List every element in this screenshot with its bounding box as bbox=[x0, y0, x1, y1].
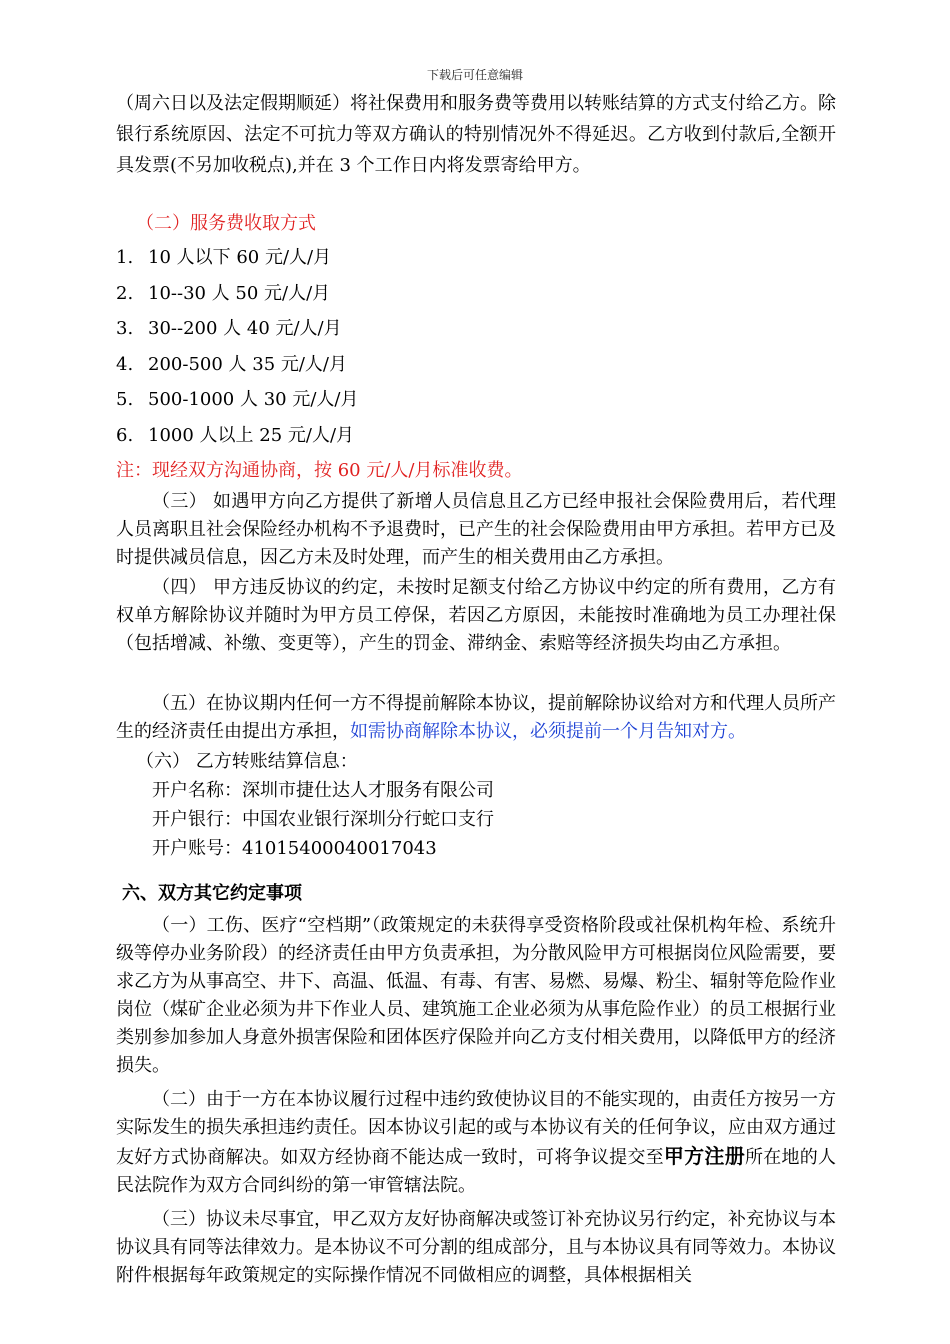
list-item-number: 2. bbox=[116, 283, 134, 304]
section-6-para-1: （一）工伤、医疗“空档期”（政策规定的未获得享受资格阶段或社保机构年检、系统升级等停办业务阶段）的经济责任由甲方负责承担，为分散风险甲方可根据岗位风险需要，要求乙方为从事高空、井下、高温、低温、有毒、有害、易燃、易爆、粉尘、辐射等危险作业岗位（煤矿企业必须为井下作业人员、建筑施工企业必须为从事危险作业）的员工根据行业类别参加参加人身意外损害保险和团体医疗保险并向乙方支付相关费用，以降低甲方的经济损失。 bbox=[116, 915, 836, 1076]
para-2-text-a: （二）由于一方在本协议履行过程中违约致使协议目的不能实现的，由责任方按另一方实际发生的损失承担违约责任。因本协议引起的或与本协议有关的任何争议，应由双方通过友好方式协商解决。如双方经协商不能达成一致时，可将争议提交至 bbox=[116, 1089, 836, 1168]
list-item bbox=[116, 244, 331, 272]
page-header: 下载后可任意编辑 bbox=[426, 68, 523, 82]
account-number: 开户账号：41015400040017043 bbox=[152, 838, 437, 859]
list-item-number: 4. bbox=[116, 354, 134, 375]
clause-6: （六） 乙方转账结算信息： bbox=[136, 751, 358, 772]
clause-3: （三） 如遇甲方向乙方提供了新增人员信息且乙方已经申报社会保险费用后，若代理人员离职且社会保险经办机构不予退费时，已产生的社会保险费用由甲方承担。若甲方已及时提供减员信息，因乙方未及时处理，而产生的相关费用由乙方承担。 bbox=[116, 491, 836, 568]
section-6-para-2 bbox=[116, 1086, 836, 1200]
list-item-text: 200-500 人 35 元/人/月 bbox=[148, 354, 347, 375]
clause-5-text: （五）在协议期内任何一方不得提前解除本协议，提前解除协议给对方和代理人员所产生的经济责任由提出方承担， bbox=[116, 693, 836, 742]
list-item bbox=[116, 315, 342, 343]
clause-4: （四） 甲方违反协议的约定，未按时足额支付给乙方协议中约定的所有费用，乙方有权单方解除协议并随时为甲方员工停保，若因乙方原因，未能按时准确地为员工办理社保（包括增减、补缴、变更等），产生的罚金、滞纳金、索赔等经济损失均由乙方承担。 bbox=[116, 577, 836, 654]
list-item-number: 5. bbox=[116, 389, 134, 410]
account-name: 开户名称：深圳市捷仕达人才服务有限公司 bbox=[152, 780, 494, 801]
list-item-text: 10--30 人 50 元/人/月 bbox=[148, 283, 331, 304]
list-item-text: 10 人以下 60 元/人/月 bbox=[148, 247, 332, 268]
list-item bbox=[116, 351, 347, 379]
para-2-emphasis: 甲方注册 bbox=[663, 1144, 745, 1168]
list-item-number: 1. bbox=[116, 247, 134, 268]
section-6-para-3: （三）协议未尽事宜，甲乙双方友好协商解决或签订补充协议另行约定，补充协议与本协议具有同等法律效力。是本协议不可分割的组成部分，且与本协议具有同等效力。本协议附件根据每年政策规定的实际操作情况不同做相应的调整，具体根据相关 bbox=[116, 1209, 836, 1286]
fee-note: 注：现经双方沟通协商，按 60 元/人/月标准收费。 bbox=[116, 460, 523, 481]
para-2-text-b: 所在地的人民法院作为双方合同纠纷的第一审管辖法院。 bbox=[116, 1147, 837, 1196]
section-6-title: 六、双方其它约定事项 bbox=[122, 883, 302, 904]
clause-5-highlight: 如需协商解除本协议，必须提前一个月告知对方。 bbox=[350, 721, 746, 742]
list-item bbox=[116, 386, 358, 414]
list-item bbox=[116, 422, 354, 450]
list-item-text: 500-1000 人 30 元/人/月 bbox=[148, 389, 359, 410]
bank-name: 开户银行：中国农业银行深圳分行蛇口支行 bbox=[152, 809, 494, 830]
payment-paragraph: （周六日以及法定假期顺延）将社保费用和服务费等费用以转账结算的方式支付给乙方。除银行系统原因、法定不可抗力等双方确认的特别情况外不得延迟。乙方收到付款后,全额开具发票(不另加收税点),并在 3 个工作日内将发票寄给甲方。 bbox=[116, 93, 836, 176]
list-item-number: 3. bbox=[116, 318, 134, 339]
list-item-number: 6. bbox=[116, 425, 134, 446]
service-fee-heading: （二）服务费收取方式 bbox=[136, 213, 316, 234]
clause-5 bbox=[116, 690, 836, 746]
list-item bbox=[116, 280, 330, 308]
list-item-text: 30--200 人 40 元/人/月 bbox=[148, 318, 342, 339]
list-item-text: 1000 人以上 25 元/人/月 bbox=[148, 425, 355, 446]
